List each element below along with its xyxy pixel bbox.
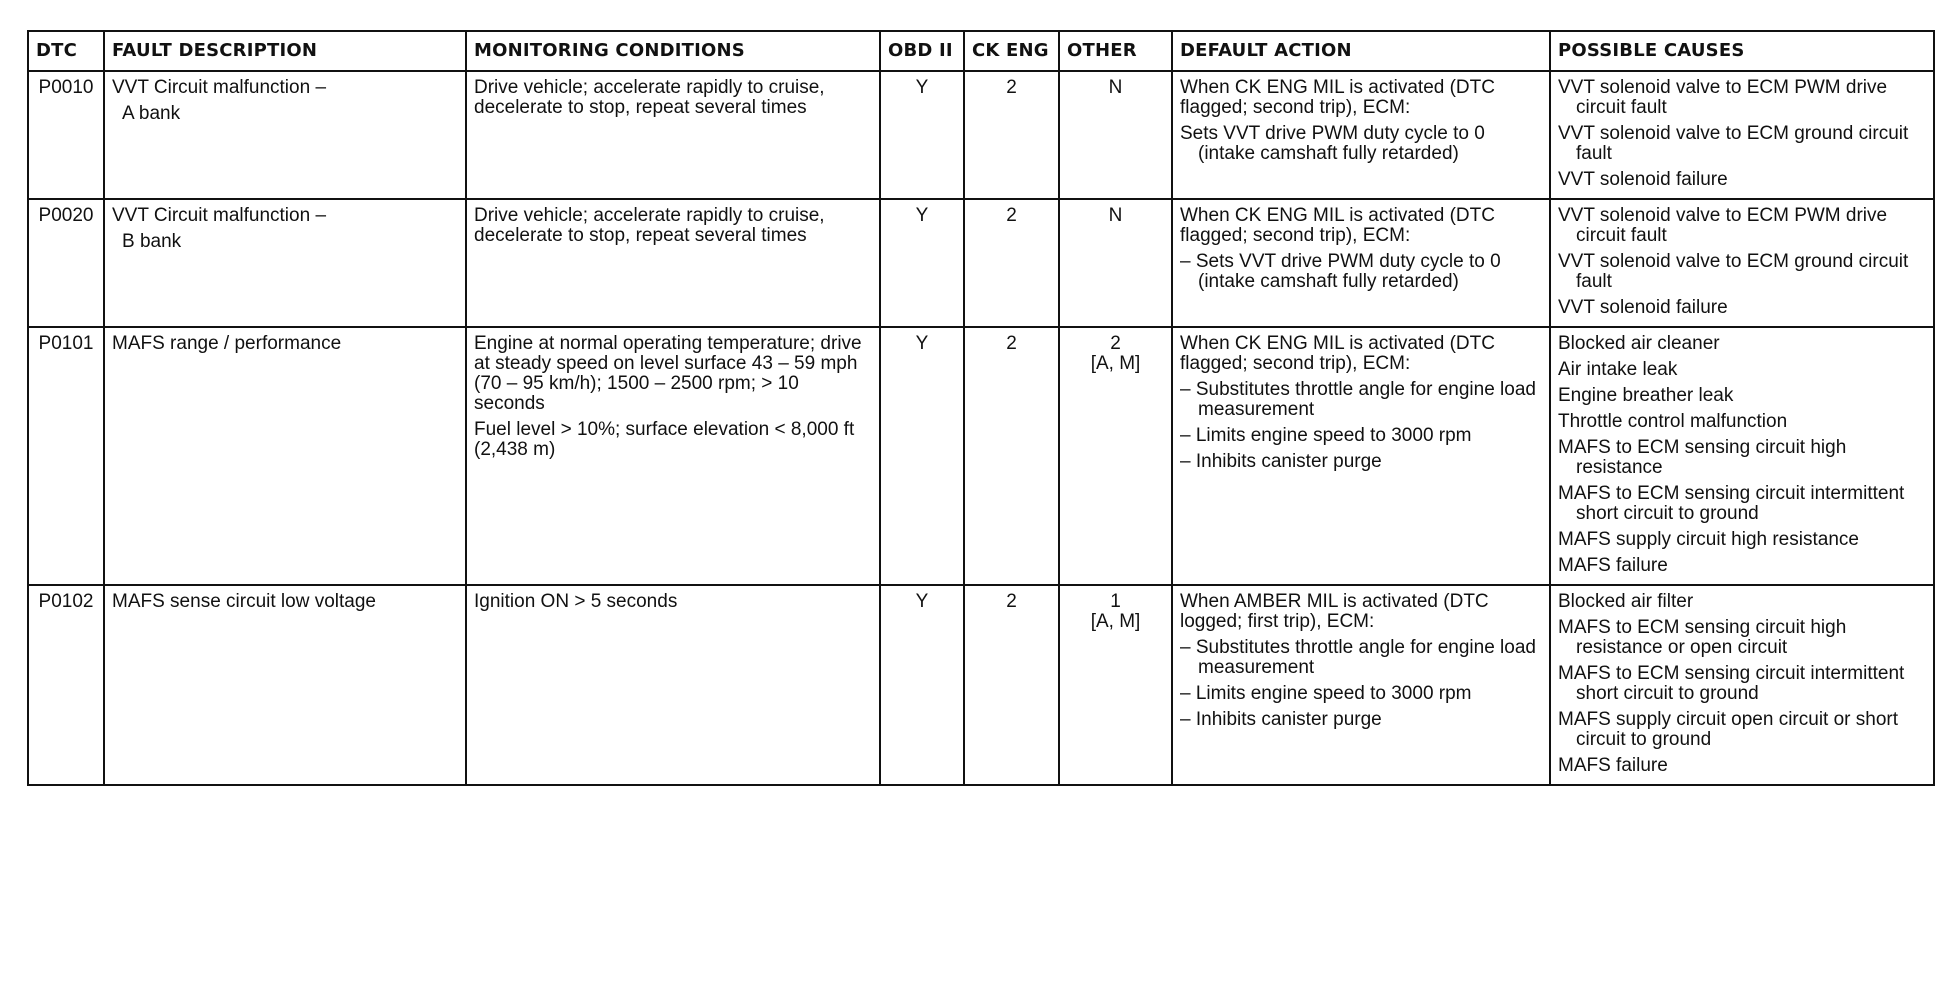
cell-other-line: 1 (1110, 591, 1121, 612)
cell-default-action-line: – Substitutes throttle angle for engine load measurement (1180, 637, 1536, 678)
cell-possible-causes (1550, 585, 1934, 785)
cell-ck-eng: 2 (964, 327, 1059, 585)
cell-default-action-line: – Inhibits canister purge (1180, 709, 1382, 730)
cell-obd-ii: Y (880, 71, 964, 199)
cell-possible-causes-line: Engine breather leak (1558, 385, 1734, 406)
cell-possible-causes-line: Blocked air cleaner (1558, 333, 1720, 354)
cell-possible-causes-line: Blocked air filter (1558, 591, 1694, 612)
cell-monitoring-conditions-line: Drive vehicle; accelerate rapidly to cruise, decelerate to stop, repeat several times (474, 77, 825, 118)
cell-possible-causes-line: MAFS to ECM sensing circuit intermittent short circuit to ground (1558, 483, 1905, 524)
cell-default-action-line: – Inhibits canister purge (1180, 451, 1382, 472)
cell-possible-causes-line: VVT solenoid valve to ECM ground circuit fault (1558, 251, 1909, 292)
cell-possible-causes-line: MAFS to ECM sensing circuit high resistance or open circuit (1558, 617, 1847, 658)
cell-default-action-line: When CK ENG MIL is activated (DTC flagged; second trip), ECM: (1180, 333, 1495, 374)
cell-monitoring-conditions-line: Engine at normal operating temperature; drive at steady speed on level surface 43 – 59 mph (70 – 95 km/h); 1500 – 2500 rpm; > 10 seconds (474, 333, 862, 414)
cell-fault-description-line: B bank (122, 231, 182, 252)
cell-dtc: P0020 (28, 199, 104, 327)
cell-monitoring-conditions (466, 327, 880, 585)
cell-other-line: N (1108, 205, 1123, 226)
cell-monitoring-conditions-line: Fuel level > 10%; surface elevation < 8,000 ft (2,438 m) (474, 419, 855, 460)
cell-default-action-line: – Substitutes throttle angle for engine load measurement (1180, 379, 1536, 420)
cell-possible-causes-line: VVT solenoid valve to ECM PWM drive circuit fault (1558, 77, 1888, 118)
cell-default-action-line: When AMBER MIL is activated (DTC logged; first trip), ECM: (1180, 591, 1489, 632)
cell-default-action-line: – Limits engine speed to 3000 rpm (1180, 683, 1472, 704)
cell-other (1059, 71, 1172, 199)
cell-fault-description (104, 199, 466, 327)
cell-fault-description-line: VVT Circuit malfunction – (112, 77, 327, 98)
cell-other-line: [A, M] (1090, 353, 1141, 374)
cell-obd-ii: Y (880, 327, 964, 585)
cell-possible-causes-line: VVT solenoid valve to ECM PWM drive circuit fault (1558, 205, 1888, 246)
cell-default-action (1172, 327, 1550, 585)
header-ck-eng: CK ENG (964, 31, 1059, 71)
cell-other (1059, 585, 1172, 785)
table-row (28, 199, 1934, 327)
cell-possible-causes-line: MAFS failure (1558, 755, 1668, 776)
cell-dtc: P0101 (28, 327, 104, 585)
cell-fault-description (104, 585, 466, 785)
cell-possible-causes (1550, 327, 1934, 585)
cell-obd-ii: Y (880, 199, 964, 327)
cell-default-action-line: Sets VVT drive PWM duty cycle to 0 (intake camshaft fully retarded) (1180, 123, 1485, 164)
cell-possible-causes-line: VVT solenoid valve to ECM ground circuit fault (1558, 123, 1909, 164)
cell-monitoring-conditions (466, 199, 880, 327)
cell-possible-causes-line: VVT solenoid failure (1558, 169, 1728, 190)
cell-ck-eng: 2 (964, 199, 1059, 327)
cell-fault-description-line: MAFS range / performance (112, 333, 342, 354)
header-obd-ii: OBD II (880, 31, 964, 71)
cell-possible-causes-line: Air intake leak (1558, 359, 1678, 380)
cell-possible-causes-line: MAFS failure (1558, 555, 1668, 576)
cell-possible-causes-line: MAFS to ECM sensing circuit intermittent short circuit to ground (1558, 663, 1905, 704)
header-possible-causes: POSSIBLE CAUSES (1550, 31, 1934, 71)
cell-possible-causes-line: VVT solenoid failure (1558, 297, 1728, 318)
cell-other-line: [A, M] (1090, 611, 1141, 632)
cell-fault-description-line: MAFS sense circuit low voltage (112, 591, 376, 612)
cell-fault-description (104, 71, 466, 199)
cell-default-action-line: When CK ENG MIL is activated (DTC flagged; second trip), ECM: (1180, 77, 1495, 118)
cell-other-line: N (1108, 77, 1123, 98)
cell-possible-causes (1550, 71, 1934, 199)
cell-obd-ii: Y (880, 585, 964, 785)
table-row (28, 327, 1934, 585)
cell-default-action-line: – Sets VVT drive PWM duty cycle to 0 (intake camshaft fully retarded) (1180, 251, 1501, 292)
header-fault-description: FAULT DESCRIPTION (104, 31, 466, 71)
cell-dtc: P0010 (28, 71, 104, 199)
cell-default-action-line: When CK ENG MIL is activated (DTC flagged; second trip), ECM: (1180, 205, 1495, 246)
cell-fault-description-line: VVT Circuit malfunction – (112, 205, 327, 226)
cell-fault-description (104, 327, 466, 585)
cell-possible-causes-line: MAFS supply circuit open circuit or short circuit to ground (1558, 709, 1899, 750)
table-row (28, 71, 1934, 199)
cell-other (1059, 327, 1172, 585)
cell-possible-causes (1550, 199, 1934, 327)
cell-monitoring-conditions-line: Ignition ON > 5 seconds (474, 591, 678, 612)
cell-default-action (1172, 199, 1550, 327)
cell-possible-causes-line: MAFS supply circuit high resistance (1558, 529, 1859, 550)
cell-ck-eng: 2 (964, 585, 1059, 785)
cell-possible-causes-line: MAFS to ECM sensing circuit high resistance (1558, 437, 1847, 478)
header-default-action: DEFAULT ACTION (1172, 31, 1550, 71)
dtc-table (27, 30, 1935, 786)
dtc-table-container (27, 30, 1933, 786)
cell-possible-causes-line: Throttle control malfunction (1558, 411, 1788, 432)
cell-fault-description-line: A bank (122, 103, 181, 124)
header-other: OTHER (1059, 31, 1172, 71)
header-dtc: DTC (28, 31, 104, 71)
cell-default-action (1172, 71, 1550, 199)
cell-ck-eng: 2 (964, 71, 1059, 199)
cell-dtc: P0102 (28, 585, 104, 785)
header-row (28, 31, 1934, 71)
cell-default-action (1172, 585, 1550, 785)
header-monitoring-conditions: MONITORING CONDITIONS (466, 31, 880, 71)
cell-other (1059, 199, 1172, 327)
cell-monitoring-conditions (466, 71, 880, 199)
cell-monitoring-conditions-line: Drive vehicle; accelerate rapidly to cruise, decelerate to stop, repeat several times (474, 205, 825, 246)
cell-default-action-line: – Limits engine speed to 3000 rpm (1180, 425, 1472, 446)
cell-monitoring-conditions (466, 585, 880, 785)
cell-other-line: 2 (1110, 333, 1121, 354)
table-row (28, 585, 1934, 785)
